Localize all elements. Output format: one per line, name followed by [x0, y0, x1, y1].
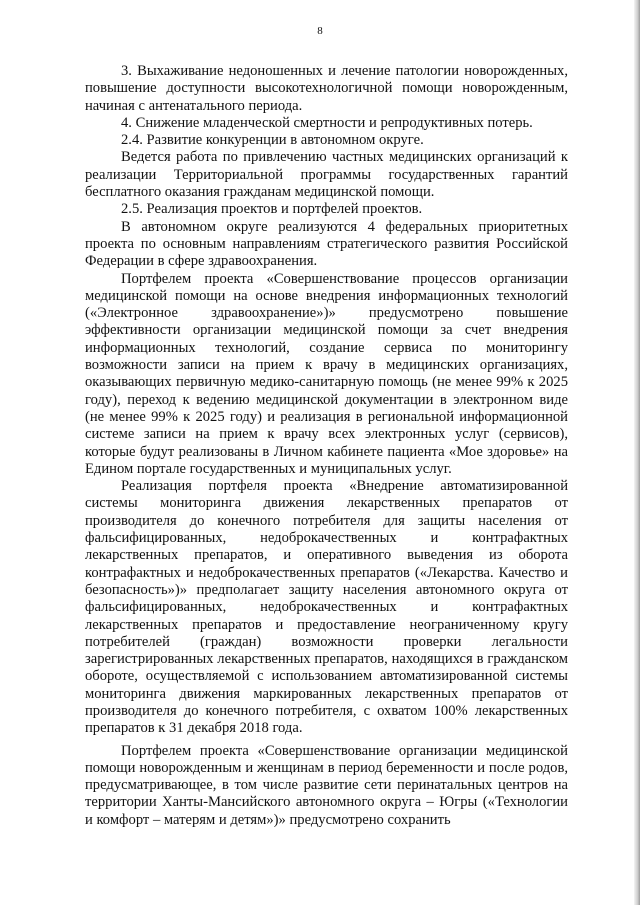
- paragraph-drug-monitoring-portfolio: Реализация портфеля проекта «Внедрение автоматизированной системы мониторинга движения лекарственных препаратов от производителя до конечного потребителя для защиты населения от фальсифицированных, недоброкачественных и контрафактных лекарственных препаратов, и оперативного выведения из оборота контрафактных и недоброкачественных препаратов («Лекарства. Качество и безопасность»)» предполагает защиту населения автономного округа от фальсифицированных, недоброкачественных и контрафактных лекарственных препаратов и предоставление неограниченному кругу потребителей (граждан) возможности проверки легальности зарегистрированных лекарственных препаратов, находящихся в гражданском обороте, осуществляемой с использованием автоматизированной системы мониторинга движения маркированных лекарственных препаратов от производителя до конечного потребителя, с охватом 100% лекарственных препаратов к 31 декабря 2018 года.: [85, 478, 568, 737]
- paragraph-goal-3: 3. Выхаживание недоношенных и лечение патологии новорожденных, повышение доступности высокотехнологичной помощи новорожденным, начиная с антенатального периода.: [85, 63, 568, 114]
- document-body: [85, 63, 568, 829]
- section-heading-2-4: 2.4. Развитие конкуренции в автономном округе.: [121, 132, 424, 149]
- paragraph-maternal-care-portfolio: Портфелем проекта «Совершенствование организации медицинской помощи новорожденным и женщинам в период беременности и после родов, предусматривающее, в том числе развитие сети перинатальных центров на территории Ханты-Мансийского автономного округа – Югры («Технологии и комфорт – матерям и детям»)» предусмотрено сохранить: [85, 742, 568, 828]
- paragraph-private-organizations: Ведется работа по привлечению частных медицинских организаций к реализации Территориальной программы государственных гарантий бесплатного оказания гражданам медицинской помощи.: [85, 149, 568, 201]
- scan-edge: [634, 0, 640, 905]
- page-number: 8: [317, 25, 323, 37]
- paragraph-ehealth-portfolio: Портфелем проекта «Совершенствование процессов организации медицинской помощи на основе внедрения информационных технологий («Электронное здравоохранение»)» предусмотрено повышение эффективности организации медицинской помощи за счет внедрения информационных технологий, создание сервиса по мониторингу возможности записи на прием к врачу в медицинских организациях, оказывающих первичную медико-санитарную помощь (не менее 99% к 2025 году), переход к ведению медицинской документации в электронном виде (не менее 99% к 2025 году) и реализация в региональной информационной системе записи на прием к врачу всех электронных услуг (сервисов), которые будут реализованы в Личном кабинете пациента «Мое здоровье» на Едином портале государственных и муниципальных услуг.: [85, 270, 568, 477]
- paragraph-federal-projects: В автономном округе реализуются 4 федеральных приоритетных проекта по основным направлениям стратегического развития Российской Федерации в сфере здравоохранения.: [85, 218, 568, 270]
- section-heading-2-5: 2.5. Реализация проектов и портфелей проектов.: [121, 201, 423, 218]
- paragraph-goal-4: 4. Снижение младенческой смертности и репродуктивных потерь.: [121, 114, 533, 131]
